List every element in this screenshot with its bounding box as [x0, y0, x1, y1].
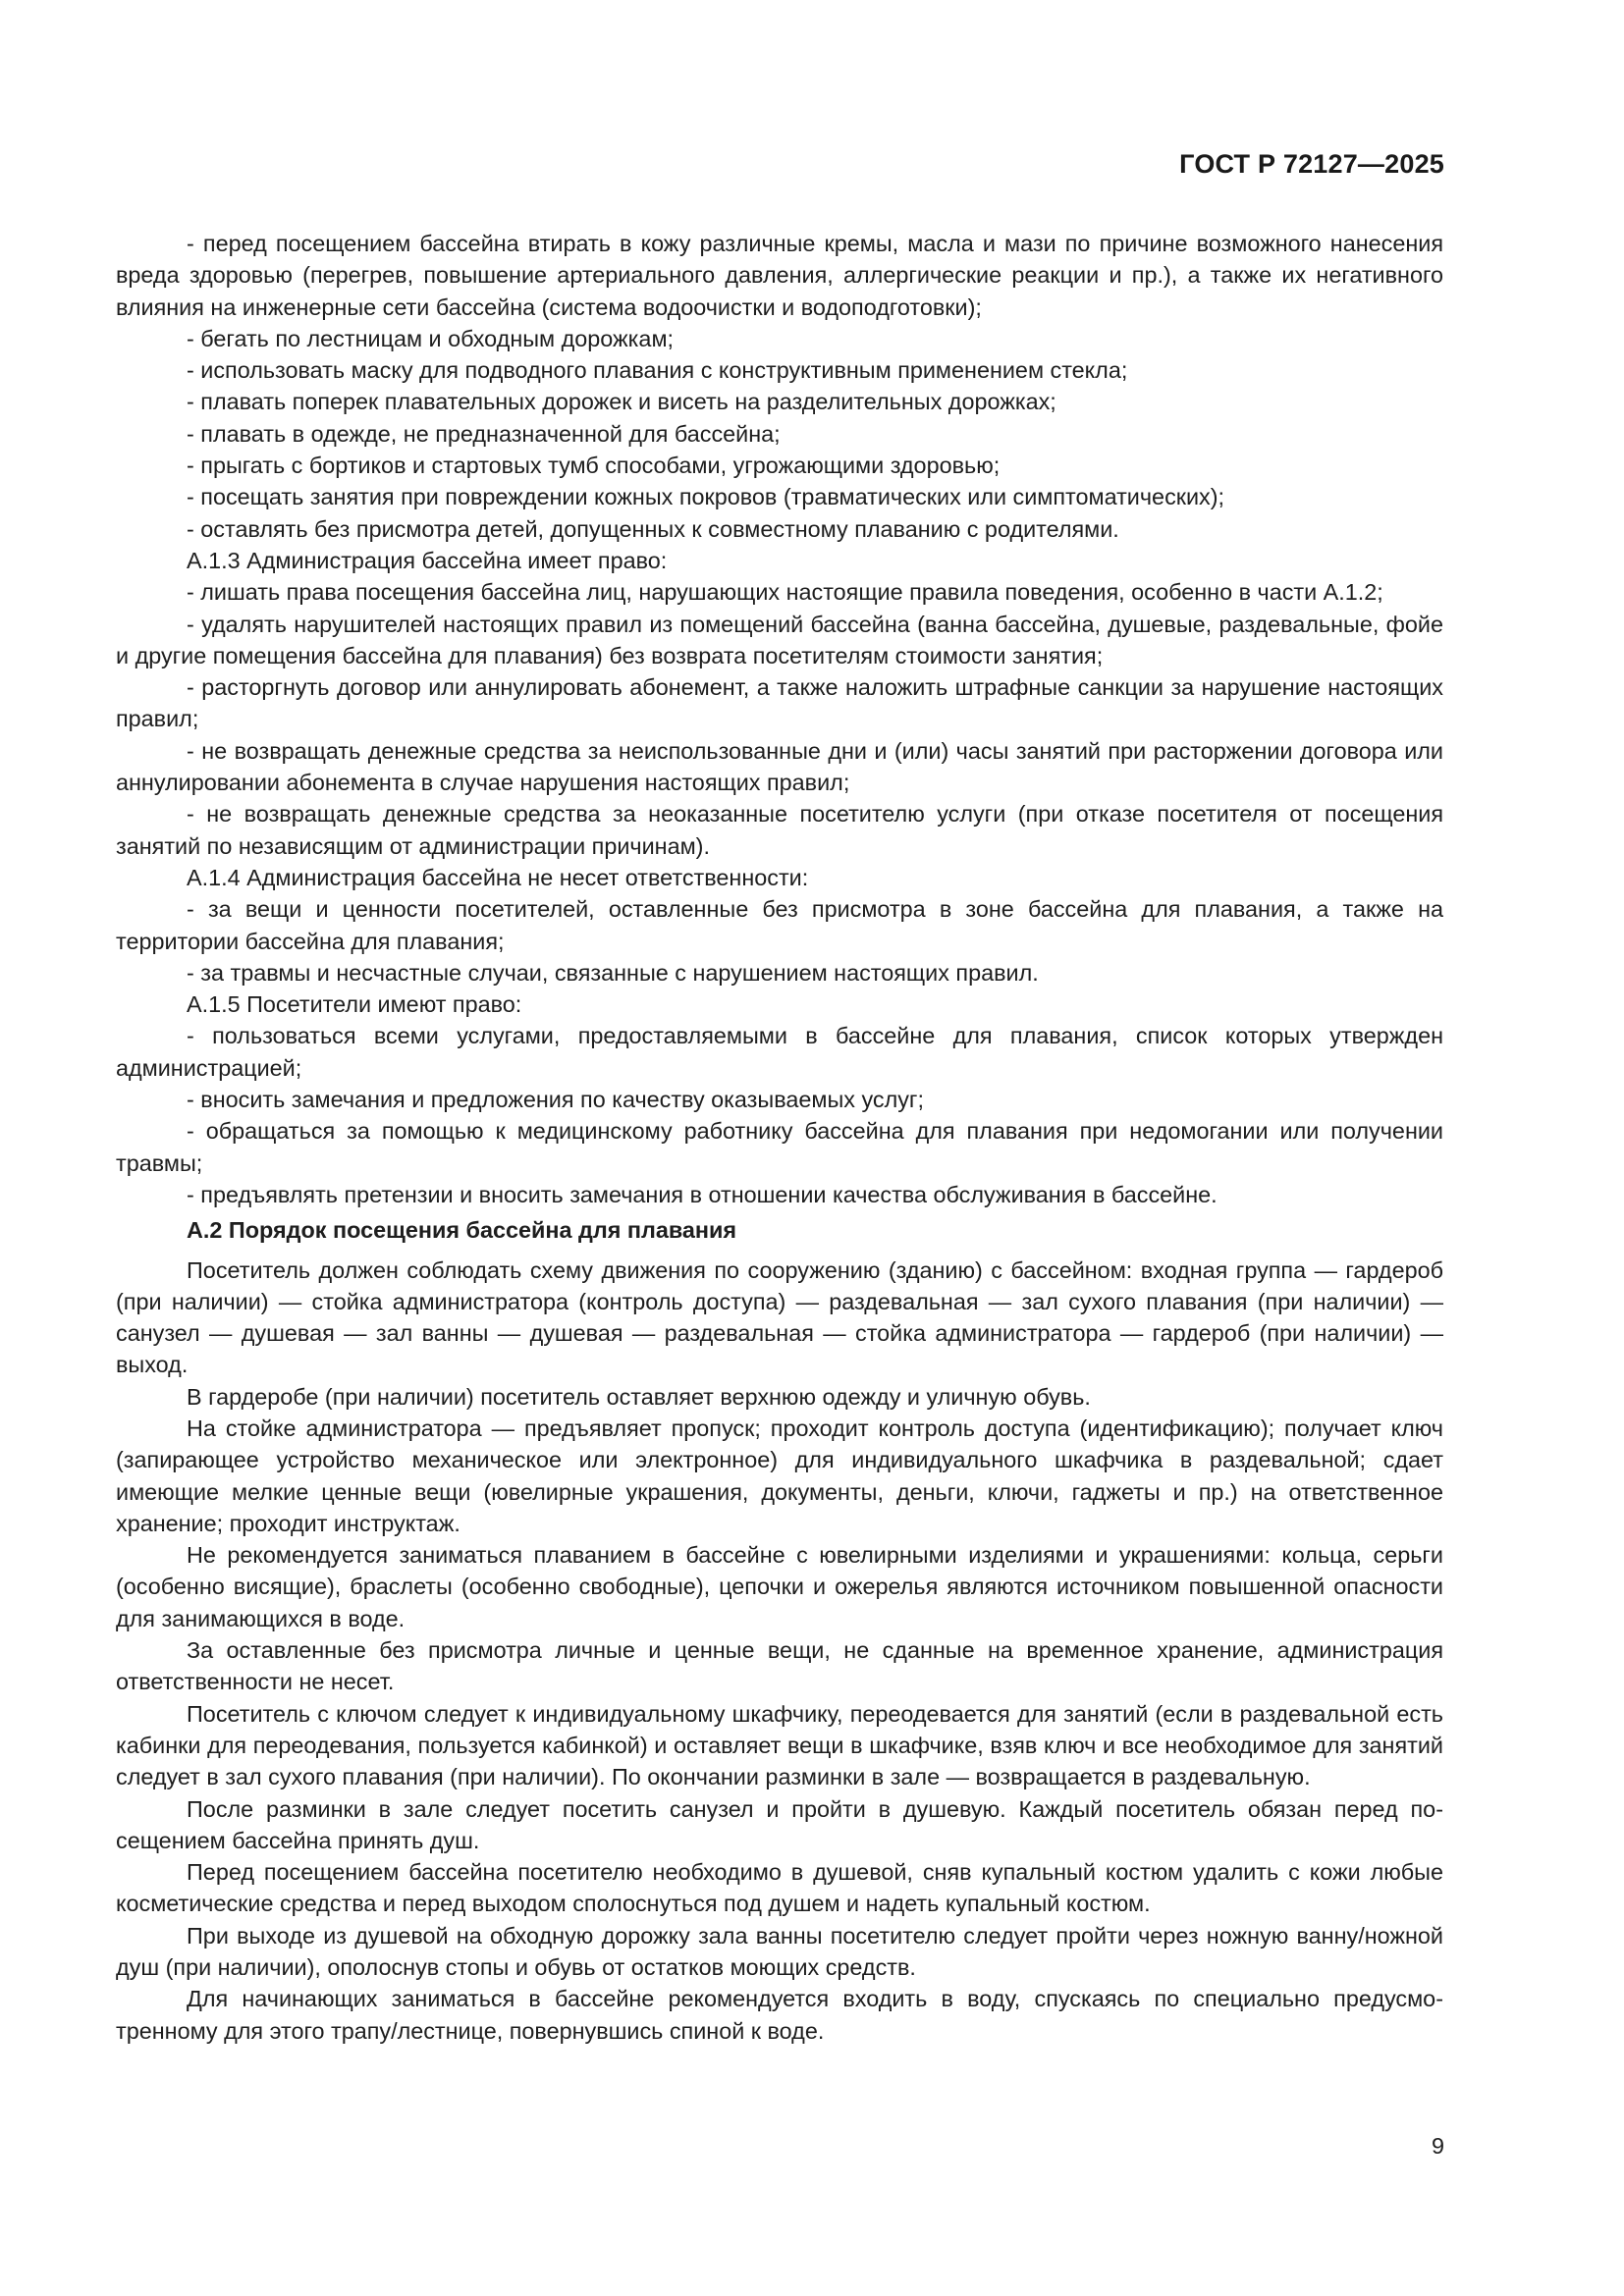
- paragraph: - расторгнуть договор или аннулировать абонемент, а также наложить штрафные санкции за нарушение настоящих правил;: [116, 674, 1443, 732]
- paragraph: Перед посещением бассейна посетителю необходимо в душевой, сняв купальный костюм удалить с кожи любые косметические средства и перед выходом сполоснуться под душем и надеть купальный костюм.: [116, 1859, 1443, 1917]
- paragraph: Для начинающих заниматься в бассейне рекомендуется входить в воду, спускаясь по специально предусмотренному для этого трапу/лестнице, повернувшись спиной к воде.: [116, 1986, 1443, 2044]
- page-number: 9: [1431, 2133, 1444, 2159]
- paragraph: - плавать поперек плавательных дорожек и висеть на разделительных дорожках;: [187, 389, 1056, 415]
- paragraph: - лишать права посещения бассейна лиц, нарушающих настоящие правила поведения, особенно в части А.1.2;: [187, 579, 1383, 606]
- paragraph: - обращаться за помощью к медицинскому работнику бассейна для плавания при недомогании или получении травмы;: [116, 1118, 1443, 1176]
- paragraph: - оставлять без присмотра детей, допущенных к совместному плаванию с родителями.: [187, 515, 1119, 542]
- paragraph: Посетитель должен соблюдать схему движения по сооружению (зданию) с бассейном: входная группа — гардероб (при наличии) — стойка администратора (контроль доступа) — раздевальная — зал сухого плавания (при наличии) — санузел — душевая — зал ванны — душевая — раздевальная — стойка администратора — гардероб (при наличии) — выход.: [116, 1256, 1443, 1378]
- paragraph: - за вещи и ценности посетителей, оставленные без присмотра в зоне бассейна для плавания, а также на территории бассейна для плавания;: [116, 896, 1443, 954]
- paragraph: - использовать маску для подводного плавания с конструктивным применением стекла;: [187, 357, 1128, 384]
- paragraph: - пользоваться всеми услугами, предоставляемыми в бассейне для плавания, список которых утвержден администрацией;: [116, 1023, 1443, 1081]
- paragraph: После разминки в зале следует посетить санузел и пройти в душевую. Каждый посетитель обязан перед посещением бассейна принять душ.: [116, 1795, 1443, 1853]
- paragraph: - перед посещением бассейна втирать в кожу различные кремы, масла и мази по причине возможного нанесения вреда здоровью (перегрев, повышение артериального давления, аллергические реакции и пр.), а также их негативного влияния на инженерные сети бассейна (система водоочистки и водоподготовки);: [116, 231, 1443, 320]
- paragraph: - бегать по лестницам и обходным дорожкам;: [187, 325, 675, 351]
- paragraph: Посетитель с ключом следует к индивидуальному шкафчику, переодевается для занятий (если в раздевальной есть кабинки для переодевания, пользуется кабинкой) и оставляет вещи в шкафчике, взяв ключ и все необходимое для занятий следует в зал сухого плавания (при наличии). По окончании разминки в зале — возвращается в раздевальную.: [116, 1700, 1443, 1790]
- paragraph: На стойке администратора — предъявляет пропуск; проходит контроль доступа (идентификацию); получает ключ (запирающее устройство механическое или электронное) для индивидуального шкафчика в раздевальной; сдает имеющие мелкие ценные вещи (ювелирные украшения, документы, деньги, ключи, гаджеты и пр.) на ответственное хранение; проходит инструктаж.: [116, 1415, 1443, 1536]
- clause-heading: А.1.4 Администрация бассейна не несет ответственности:: [187, 864, 809, 890]
- paragraph: Не рекомендуется заниматься плаванием в бассейне с ювелирными изделиями и украшениями: кольца, серьги (особенно висящие), браслеты (особенно свободные), цепочки и ожерелья являются источником повышенной опасности для занимающихся в воде.: [116, 1542, 1443, 1631]
- paragraph: - удалять нарушителей настоящих правил из помещений бассейна (ванна бассейна, душевые, раздевальные, фойе и другие помещения бассейна для плавания) без возврата посетителям стоимости занятия;: [116, 611, 1443, 668]
- page-header: ГОСТ Р 72127—2025: [1179, 149, 1444, 179]
- clause-heading: А.1.3 Администрация бассейна имеет право:: [187, 547, 668, 573]
- paragraph: - вносить замечания и предложения по качеству оказываемых услуг;: [187, 1087, 924, 1113]
- paragraph: За оставленные без присмотра личные и ценные вещи, не сданные на временное хранение, администрация ответственности не несет.: [116, 1637, 1443, 1695]
- paragraph: В гардеробе (при наличии) посетитель оставляет верхнюю одежду и уличную обувь.: [187, 1383, 1091, 1410]
- paragraph: - не возвращать денежные средства за неиспользованные дни и (или) часы занятий при расторжении договора или аннулировании абонемента в случае нарушения настоящих правил;: [116, 737, 1443, 796]
- paragraph: - прыгать с бортиков и стартовых тумб способами, угрожающими здоровью;: [187, 453, 1001, 479]
- paragraph: - посещать занятия при повреждении кожных покровов (травматических или симптоматических);: [187, 484, 1225, 510]
- document-body: [116, 228, 1443, 2047]
- paragraph: - предъявлять претензии и вносить замечания в отношении качества обслуживания в бассейне.: [187, 1181, 1218, 1207]
- section-heading: А.2 Порядок посещения бассейна для плавания: [187, 1217, 737, 1244]
- paragraph: - за травмы и несчастные случаи, связанные с нарушением настоящих правил.: [187, 959, 1039, 986]
- paragraph: При выходе из душевой на обходную дорожку зала ванны посетителю следует пройти через ножную ванну/ножной душ (при наличии), ополоснув стопы и обувь от остатков моющих средств.: [116, 1922, 1443, 1981]
- clause-heading: А.1.5 Посетители имеют право:: [187, 991, 522, 1018]
- paragraph: - плавать в одежде, не предназначенной для бассейна;: [187, 420, 781, 447]
- paragraph: - не возвращать денежные средства за неоказанные посетителю услуги (при отказе посетителя от посещения занятий по независящим от администрации причинам).: [116, 801, 1443, 859]
